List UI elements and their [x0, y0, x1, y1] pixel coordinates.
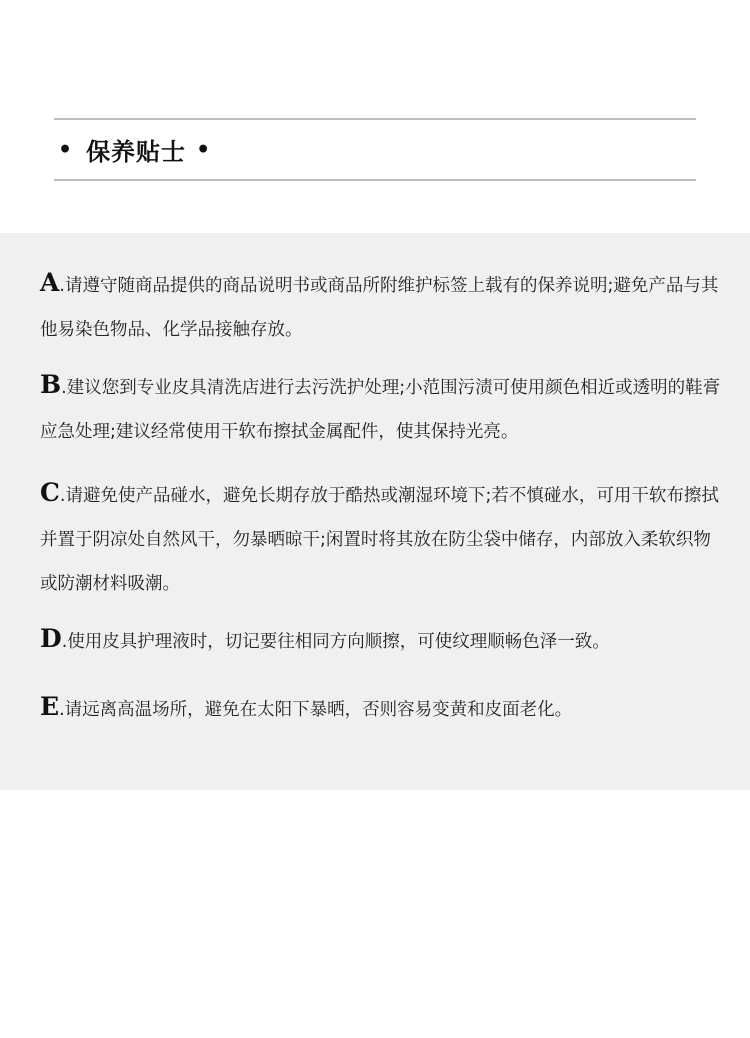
tip-d: [40, 617, 725, 664]
tip-e-text: .请远离高温场所，避免在太阳下暴晒，否则容易变黄和皮面老化。: [59, 700, 573, 720]
title-bullet-right: •: [196, 136, 211, 163]
tip-b-letter: B: [40, 370, 62, 399]
tip-a-text: .请遵守随商品提供的商品说明书或商品所附维护标签上载有的保养说明;避免产品与其他易染色物品、化学品接触存放。: [40, 276, 719, 340]
tip-d-text: .使用皮具护理液时，切记要往相同方向顺擦，可使纹理顺畅色泽一致。: [61, 632, 610, 652]
tip-a-letter: A: [40, 268, 60, 297]
tip-c: [40, 471, 725, 606]
title-bullet-left: •: [58, 136, 73, 163]
tip-b: [40, 363, 725, 454]
section-title: 保养贴士: [86, 138, 187, 166]
tip-e-letter: E: [40, 692, 60, 721]
tip-c-text: .请避免使产品碰水，避免长期存放于酷热或潮湿环境下;若不慎碰水，可用干软布擦拭并置于阴凉处自然风干，勿暴晒晾干;闲置时将其放在防尘袋中储存，内部放入柔软织物或防潮材料吸潮。: [40, 486, 719, 594]
care-tips-panel: [0, 233, 750, 790]
tip-b-text: .建议您到专业皮具清洗店进行去污洗护处理;小范围污渍可使用颜色相近或透明的鞋膏应急处理;建议经常使用干软布擦拭金属配件，使其保持光亮。: [40, 378, 721, 442]
tip-d-letter: D: [40, 624, 62, 653]
section-header: [54, 118, 696, 181]
section-title-row: [54, 132, 210, 167]
tip-e: [40, 685, 725, 732]
tip-a: [40, 261, 725, 352]
tip-c-letter: C: [40, 478, 60, 507]
